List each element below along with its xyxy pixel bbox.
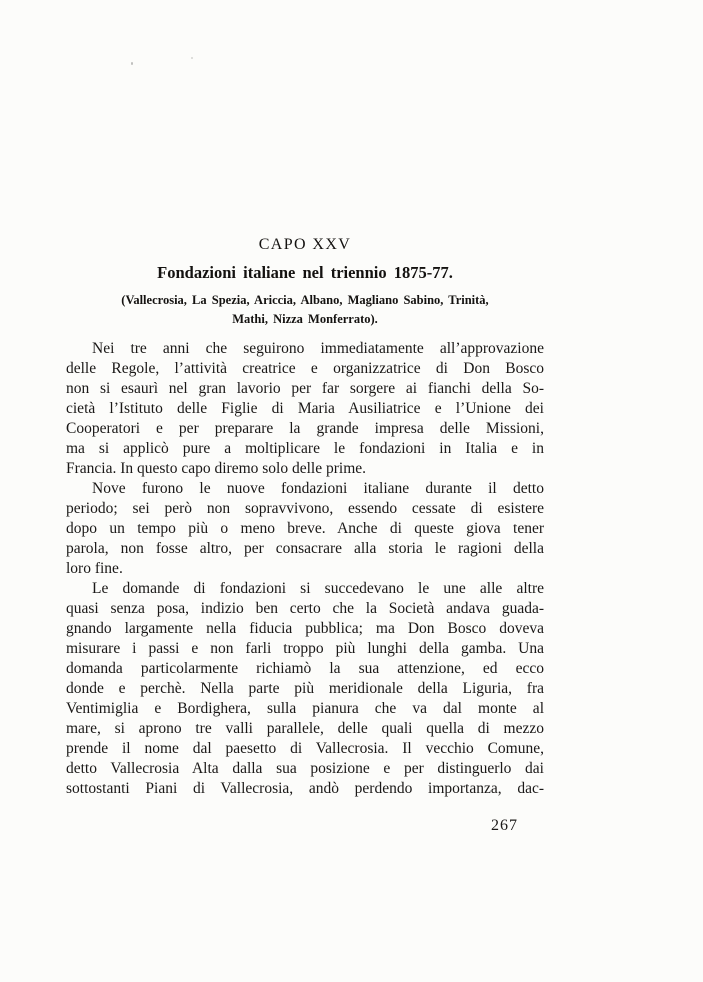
text-line: gnando largamente nella fiducia pubblica; ma Don Bosco doveva <box>66 620 544 637</box>
text-line: donde e perchè. Nella parte più meridionale della Liguria, fra <box>66 680 544 697</box>
text-line: loro fine. <box>66 560 123 577</box>
text-line: domanda particolarmente richiamò la sua attenzione, ed ecco <box>66 660 544 677</box>
page-number: 267 <box>491 817 518 834</box>
text-line: prende il nome dal paesetto di Vallecrosia. Il vecchio Comune, <box>66 740 544 757</box>
text-line: Le domande di fondazioni si succedevano le une alle altre <box>92 580 544 597</box>
chapter-title: Fondazioni italiane nel triennio 1875-77. <box>157 263 453 282</box>
text-line: parola, non fosse altro, per consacrare alla storia le ragioni della <box>66 540 544 557</box>
text-line: Ventimiglia e Bordighera, sulla pianura che va dal monte al <box>66 700 544 717</box>
subtitle-line-1: (Vallecrosia, La Spezia, Ariccia, Albano, Magliano Sabino, Trinità, <box>121 293 489 307</box>
text-line: periodo; sei però non sopravvivono, essendo cessate di esistere <box>66 500 544 517</box>
text-line: mare, si aprono tre valli parallele, delle quali quella di mezzo <box>66 720 544 737</box>
text-line: misurare i passi e non farli troppo più lunghi della gamba. Una <box>66 640 544 657</box>
text-line: detto Vallecrosia Alta dalla sua posizione e per distinguerlo dai <box>66 760 544 777</box>
text-line: ma si applicò pure a moltiplicare le fondazioni in Italia e in <box>66 440 544 457</box>
chapter-heading: CAPO XXV <box>258 236 352 253</box>
text-line: Francia. In questo capo diremo solo delle prime. <box>66 460 367 477</box>
subtitle-line-2: Mathi, Nizza Monferrato). <box>232 312 378 326</box>
text-line: delle Regole, l’attività creatrice e organizzatrice di Don Bosco <box>66 360 544 377</box>
chapter-subtitle <box>66 291 544 329</box>
text-line: Nei tre anni che seguirono immediatamente all’approvazione <box>92 340 544 357</box>
text-line: Nove furono le nuove fondazioni italiane durante il detto <box>92 480 544 497</box>
text-line: cietà l’Istituto delle Figlie di Maria Ausiliatrice e l’Unione dei <box>66 400 544 417</box>
text-line: sottostanti Piani di Vallecrosia, andò perdendo importanza, dac- <box>66 780 544 797</box>
body-text <box>66 339 544 799</box>
text-line: quasi senza posa, indizio ben certo che la Società andava guada- <box>66 600 544 617</box>
text-line: dopo un tempo più o meno breve. Anche di queste giova tener <box>66 520 544 537</box>
text-column <box>66 0 544 982</box>
text-line: Cooperatori e per preparare la grande impresa delle Missioni, <box>66 420 544 437</box>
text-line: non si esaurì nel gran lavorio per far sorgere ai fianchi della So- <box>66 380 544 397</box>
